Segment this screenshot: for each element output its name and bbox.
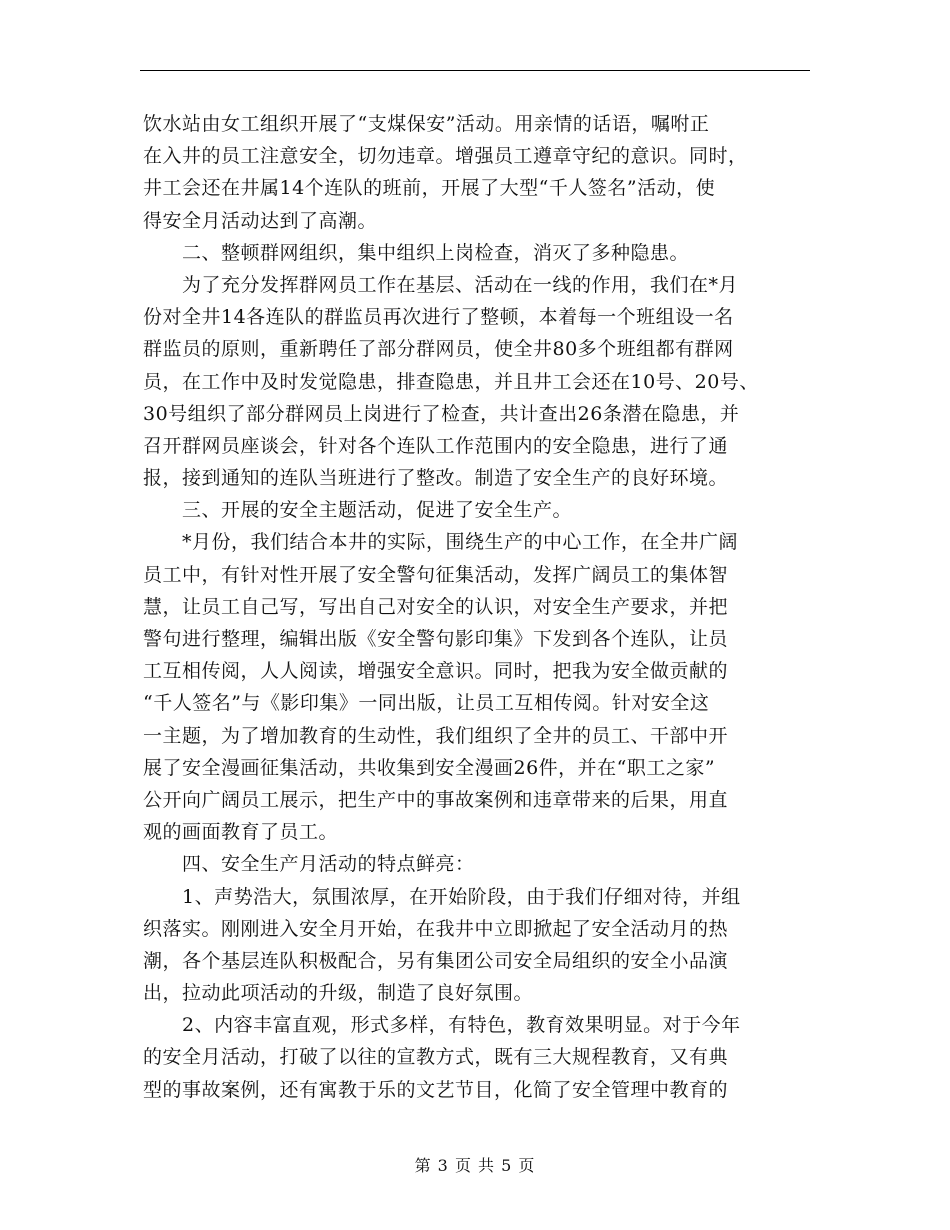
text-line: 群监员的原则，重新聘任了部分群网员，使全井80多个班组都有群网 <box>143 338 734 361</box>
text-line: 的安全月活动，打破了以往的宣教方式，既有三大规程教育，又有典 <box>143 1046 729 1069</box>
text-line: 织落实。刚刚进入安全月开始，在我井中立即掀起了安全活动月的热 <box>143 917 729 940</box>
text-line: 30号组织了部分群网员上岗进行了检查，共计查出26条潜在隐患，并 <box>143 402 740 425</box>
text-line: 份对全井14各连队的群监员再次进行了整顿，本着每一个班组设一名 <box>143 306 734 329</box>
text-line: 展了安全漫画征集活动，共收集到安全漫画26件，并在“职工之家” <box>143 756 716 779</box>
text-line: 慧，让员工自己写，写出自己对安全的认识，对安全生产要求，并把 <box>143 595 729 618</box>
text-line: 警句进行整理，编辑出版《安全警句影印集》下发到各个连队，让员 <box>143 628 729 650</box>
header-rule <box>140 70 810 71</box>
text-line: “千人签名”与《影印集》一同出版，让员工互相传阅。针对安全这 <box>143 692 710 715</box>
text-line: 召开群网员座谈会，针对各个连队工作范围内的安全隐患，进行了通 <box>143 434 729 457</box>
page-footer: 第 3 页 共 5 页 <box>414 1156 536 1175</box>
text-line: *月份，我们结合本井的实际，围绕生产的中心工作，在全井广阔 <box>143 531 739 554</box>
text-line: 饮水站由女工组织开展了“支煤保安”活动。用亲情的话语，嘱咐正 <box>143 113 710 135</box>
text-line: 出，拉动此项活动的升级，制造了良好氛围。 <box>143 982 534 1005</box>
text-line: 员工中，有针对性开展了安全警句征集活动，发挥广阔员工的集体智 <box>143 563 729 586</box>
text-line: 井工会还在井属14个连队的班前，开展了大型“千人签名”活动，使 <box>143 177 716 200</box>
text-line: 2、内容丰富直观，形式多样，有特色，教育效果明显。对于今年 <box>143 1014 741 1037</box>
text-line: 三、开展的安全主题活动，促进了安全生产。 <box>143 499 573 522</box>
text-line: 报，接到通知的连队当班进行了整改。制造了安全生产的良好环境。 <box>143 467 729 490</box>
text-line: 工互相传阅，人人阅读，增强安全意识。同时，把我为安全做贡献的 <box>143 660 729 683</box>
text-line: 在入井的员工注意安全，切勿违章。增强员工遵章守纪的意识。同时， <box>143 145 748 168</box>
text-line: 四、安全生产月活动的特点鲜亮： <box>143 853 475 876</box>
text-line: 一主题，为了增加教育的生动性，我们组织了全井的员工、干部中开 <box>143 724 729 747</box>
text-line: 为了充分发挥群网员工作在基层、活动在一线的作用，我们在*月 <box>143 273 739 296</box>
text-line: 二、整顿群网组织，集中组织上岗检查，消灭了多种隐患。 <box>143 241 690 264</box>
text-line: 1、声势浩大，氛围浓厚，在开始阶段，由于我们仔细对待，并组 <box>143 885 741 908</box>
body-text <box>143 108 813 1106</box>
text-line: 潮，各个基层连队积极配合，另有集团公司安全局组织的安全小品演 <box>143 949 729 972</box>
text-line: 公开向广阔员工展示，把生产中的事故案例和违章带来的后果，用直 <box>143 788 729 811</box>
text-line: 观的画面教育了员工。 <box>143 821 339 844</box>
text-line: 型的事故案例，还有寓教于乐的文艺节目，化简了安全管理中教育的 <box>143 1078 729 1101</box>
text-line: 得安全月活动达到了高潮。 <box>143 209 378 232</box>
text-line: 员，在工作中及时发觉隐患，排查隐患，并且井工会还在10号、20号、 <box>143 370 759 393</box>
